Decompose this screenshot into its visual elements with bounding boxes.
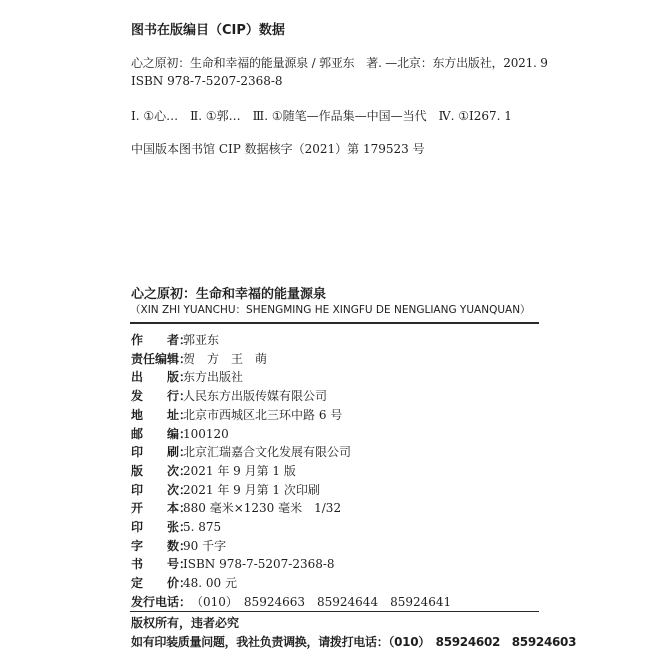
detail-row (131, 386, 327, 406)
detail-value: ISBN 978-7-5207-2368-8 (183, 557, 335, 572)
distribution-phone-row (131, 592, 451, 612)
detail-row (131, 442, 351, 462)
detail-row (131, 573, 237, 593)
detail-label: 印 张： (131, 520, 192, 534)
detail-label: 印 次： (131, 482, 192, 497)
detail-label: 开 本： (131, 501, 192, 516)
detail-value: 人民东方出版传媒有限公司 (183, 389, 328, 404)
detail-row (131, 367, 243, 387)
detail-row (131, 424, 229, 444)
detail-label: 邮 编： (131, 426, 192, 441)
detail-value: 100120 (183, 426, 229, 441)
book-title-pinyin: （XIN ZHI YUANCHU：SHENGMING HE XINGFU DE NENGLIANG YUANQUAN） (130, 304, 531, 316)
distribution-phone-label: 发行电话： (131, 594, 192, 609)
detail-label: 地 址： (131, 407, 192, 422)
quality-notice: 如有印装质量问题，我社负责调换，请拨打电话：（010） 85924602 85924603 (131, 635, 577, 649)
detail-row (131, 498, 341, 518)
cip-heading: 图书在版编目（CIP）数据 (131, 23, 285, 38)
detail-row (131, 536, 226, 556)
detail-value: 贺 方 王 萌 (183, 351, 268, 366)
detail-value: 90 千字 (183, 538, 227, 553)
detail-label: 作 者： (131, 333, 192, 347)
detail-value: 880 毫米×1230 毫米 1/32 (183, 501, 342, 516)
detail-label: 版 次： (131, 463, 192, 478)
detail-label: 责任编辑： (131, 351, 192, 366)
detail-value: 2021 年 9 月第 1 次印刷 (183, 482, 320, 497)
detail-value: 2021 年 9 月第 1 版 (183, 463, 296, 478)
detail-value: 郭亚东 (183, 333, 220, 347)
detail-row (131, 405, 342, 425)
detail-row (131, 330, 219, 350)
detail-value: 北京市西城区北三环中路 6 号 (183, 407, 343, 422)
detail-row (131, 461, 296, 481)
details-top-rule (130, 322, 539, 324)
book-title: 心之原初：生命和幸福的能量源泉 (131, 287, 327, 302)
detail-value: 北京汇瑞嘉合文化发展有限公司 (183, 445, 352, 460)
detail-label: 定 价： (131, 576, 192, 591)
detail-row (131, 517, 221, 537)
detail-label: 发 行： (131, 389, 192, 404)
detail-row (131, 554, 335, 574)
detail-row (131, 480, 320, 500)
detail-label: 字 数： (131, 538, 192, 553)
cip-line-isbn: ISBN 978-7-5207-2368-8 (131, 74, 283, 88)
copyright-notice: 版权所有，违者必究 (131, 616, 240, 630)
detail-label: 书 号： (131, 557, 192, 572)
detail-value: 48. 00 元 (183, 576, 237, 591)
cip-line-classification: Ⅰ. ①心… Ⅱ. ①郭… Ⅲ. ①随笔—作品集—中国—当代 Ⅳ. ①I267. 1 (131, 109, 512, 123)
detail-value: 5. 875 (183, 520, 222, 534)
detail-label: 出 版： (131, 370, 192, 385)
cip-line-record-number: 中国版本图书馆 CIP 数据核字（2021）第 179523 号 (131, 142, 425, 156)
details-bottom-rule (130, 611, 539, 612)
detail-value: 东方出版社 (183, 370, 244, 385)
distribution-phone-value: （010） 85924663 85924644 85924641 (191, 594, 452, 609)
detail-label: 印 刷： (131, 445, 192, 460)
cip-line-bibliographic: 心之原初：生命和幸福的能量源泉 / 郭亚东 著. —北京：东方出版社，2021. 9 (131, 56, 548, 70)
detail-row (131, 349, 267, 369)
